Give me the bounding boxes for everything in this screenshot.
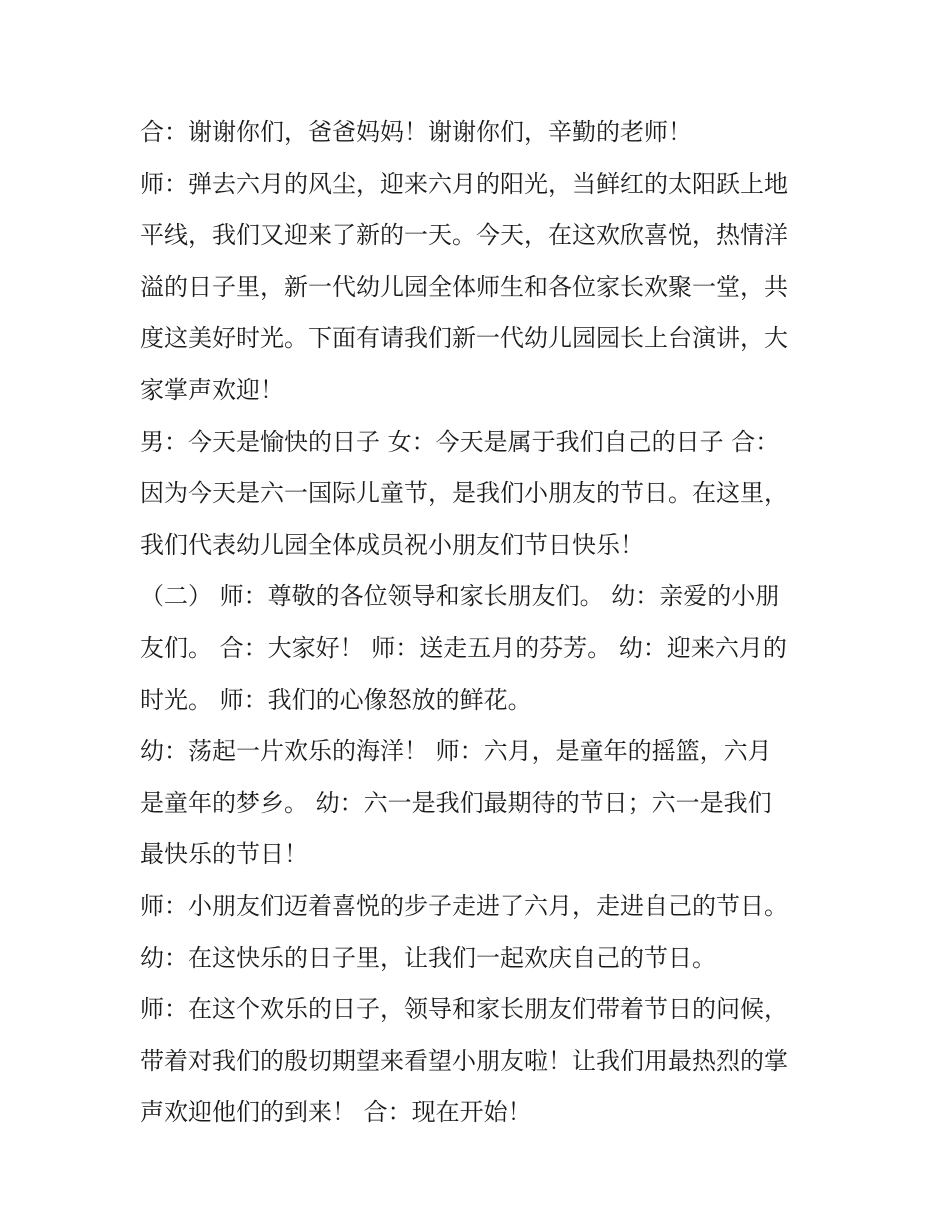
text-line: 家掌声欢迎！ bbox=[140, 375, 284, 404]
text-line: （二） 师：尊敬的各位领导和家长朋友们。 幼：亲爱的小朋 bbox=[140, 582, 780, 611]
text-line: 时光。 师：我们的心像怒放的鲜花。 bbox=[140, 685, 532, 714]
paragraph-7 bbox=[140, 933, 830, 985]
text-line: 声欢迎他们的到来！ 合：现在开始！ bbox=[140, 1098, 532, 1127]
text-line: 师：弹去六月的风尘，迎来六月的阳光，当鲜红的太阳跃上地 bbox=[140, 169, 788, 198]
text-line: 师：小朋友们迈着喜悦的步子走进了六月，走进自己的节日。 bbox=[140, 891, 788, 920]
paragraph-8 bbox=[140, 984, 830, 1139]
text-line: 因为今天是六一国际儿童节，是我们小朋友的节日。在这里， bbox=[140, 479, 788, 508]
text-line: 合：谢谢你们，爸爸妈妈！谢谢你们，辛勤的老师！ bbox=[140, 118, 692, 146]
text-line: 幼：在这快乐的日子里，让我们一起欢庆自己的节日。 bbox=[140, 943, 716, 972]
paragraph-4 bbox=[140, 571, 830, 726]
text-line: 友们。 合：大家好！ 师：送走五月的芬芳。 幼：迎来六月的 bbox=[140, 633, 787, 662]
paragraph-1 bbox=[140, 107, 830, 159]
text-line: 度这美好时光。下面有请我们新一代幼儿园园长上台演讲，大 bbox=[140, 324, 788, 353]
paragraph-3 bbox=[140, 417, 830, 572]
text-line: 溢的日子里，新一代幼儿园全体师生和各位家长欢聚一堂，共 bbox=[140, 272, 788, 301]
text-line: 平线，我们又迎来了新的一天。今天，在这欢欣喜悦，热情洋 bbox=[140, 221, 788, 250]
paragraph-6 bbox=[140, 881, 830, 933]
document-body bbox=[140, 107, 830, 1139]
paragraph-2 bbox=[140, 159, 830, 417]
paragraph-5 bbox=[140, 726, 830, 881]
text-line: 带着对我们的殷切期望来看望小朋友啦！让我们用最热烈的掌 bbox=[140, 1046, 788, 1075]
text-line: 是童年的梦乡。 幼：六一是我们最期待的节日；六一是我们 bbox=[140, 788, 772, 817]
text-line: 男：今天是愉快的日子 女：今天是属于我们自己的日子 合： bbox=[140, 427, 780, 456]
text-line: 幼：荡起一片欢乐的海洋！ 师：六月，是童年的摇篮，六月 bbox=[140, 737, 772, 766]
text-line: 我们代表幼儿园全体成员祝小朋友们节日快乐！ bbox=[140, 530, 644, 559]
text-line: 师：在这个欢乐的日子，领导和家长朋友们带着节日的问候， bbox=[140, 995, 788, 1024]
text-line: 最快乐的节日！ bbox=[140, 840, 308, 869]
